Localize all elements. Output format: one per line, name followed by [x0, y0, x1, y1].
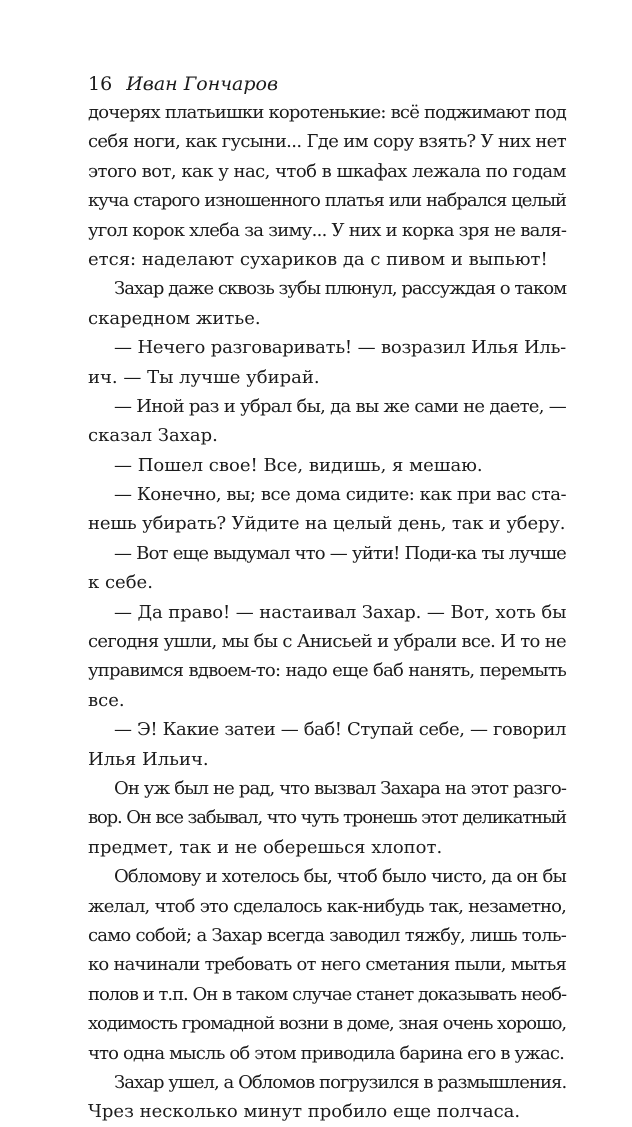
text-line: Захар даже сквозь зубы плюнул, рассуждая о таком	[114, 278, 567, 300]
text-line: себя ноги, как гусыни... Где им сору взять? У них нет	[88, 131, 566, 153]
text-line: угол корок хлеба за зиму... У них и корка зря не валя-	[88, 219, 567, 241]
text-line: сказал Захар.	[88, 425, 218, 447]
running-head	[88, 69, 278, 99]
text-line: желал, чтоб это сделалось как-нибудь так, незаметно,	[88, 895, 566, 917]
text-line: к себе.	[88, 572, 153, 594]
text-line: Захар ушел, а Обломов погрузился в размышления.	[114, 1071, 567, 1093]
text-line: куча старого изношенного платья или набрался целый	[88, 190, 566, 212]
text-line: — Да право! — настаивал Захар. — Вот, хоть бы	[114, 601, 567, 623]
text-line: — Пошел свое! Все, видишь, я мешаю.	[114, 454, 483, 476]
text-line: — Э! Какие затеи — баб! Ступай себе, — говорил	[114, 719, 566, 741]
text-line: все.	[88, 689, 125, 711]
text-line: — Иной раз и убрал бы, да вы же сами не даете, —	[114, 395, 566, 417]
text-line: ко начинали требовать от него сметания пыли, мытья	[88, 954, 566, 976]
text-line: вор. Он все забывал, что чуть тронешь этот деликатный	[88, 807, 566, 829]
text-line: скаредном житье.	[88, 307, 261, 329]
text-line: Илья Ильич.	[88, 748, 209, 770]
text-line: что одна мысль об этом приводила барина его в ужас.	[88, 1042, 564, 1064]
text-line: — Вот еще выдумал что — уйти! Поди-ка ты лучше	[114, 542, 566, 564]
running-head-author: Иван Гончаров	[126, 73, 279, 95]
text-line: ется: наделают сухариков да с пивом и выпьют!	[88, 248, 548, 270]
text-line: нешь убирать? Уйдите на целый день, так и уберу.	[88, 513, 566, 535]
text-line: этого вот, как у нас, чтоб в шкафах лежала по годам	[88, 160, 566, 182]
text-line: Обломову и хотелось бы, чтоб было чисто, да он бы	[114, 866, 566, 888]
text-line: полов и т.п. Он в таком случае станет доказывать необ-	[88, 983, 566, 1005]
text-line: ич. — Ты лучше убирай.	[88, 366, 320, 388]
text-line: — Нечего разговаривать! — возразил Илья Иль-	[114, 337, 566, 359]
text-line: управимся вдвоем-то: надо еще баб нанять, перемыть	[88, 660, 566, 682]
text-line: сегодня ушли, мы бы с Анисьей и убрали все. И то не	[88, 631, 566, 653]
text-line: само собой; а Захар всегда заводил тяжбу, лишь толь-	[88, 924, 566, 946]
text-line: дочерях платьишки коротенькие: всё поджимают под	[88, 102, 567, 123]
text-line: предмет, так и не оберешься хлопот.	[88, 836, 443, 858]
body-text	[88, 98, 566, 1127]
text-line: — Конечно, вы; все дома сидите: как при вас ста-	[114, 484, 567, 506]
text-line: ходимость громадной возни в доме, зная очень хорошо,	[88, 1013, 566, 1035]
page-number: 16	[88, 73, 113, 95]
text-line: Он уж был не рад, что вызвал Захара на этот разго-	[114, 777, 566, 799]
text-line: Чрез несколько минут пробило еще полчаса.	[88, 1101, 521, 1123]
